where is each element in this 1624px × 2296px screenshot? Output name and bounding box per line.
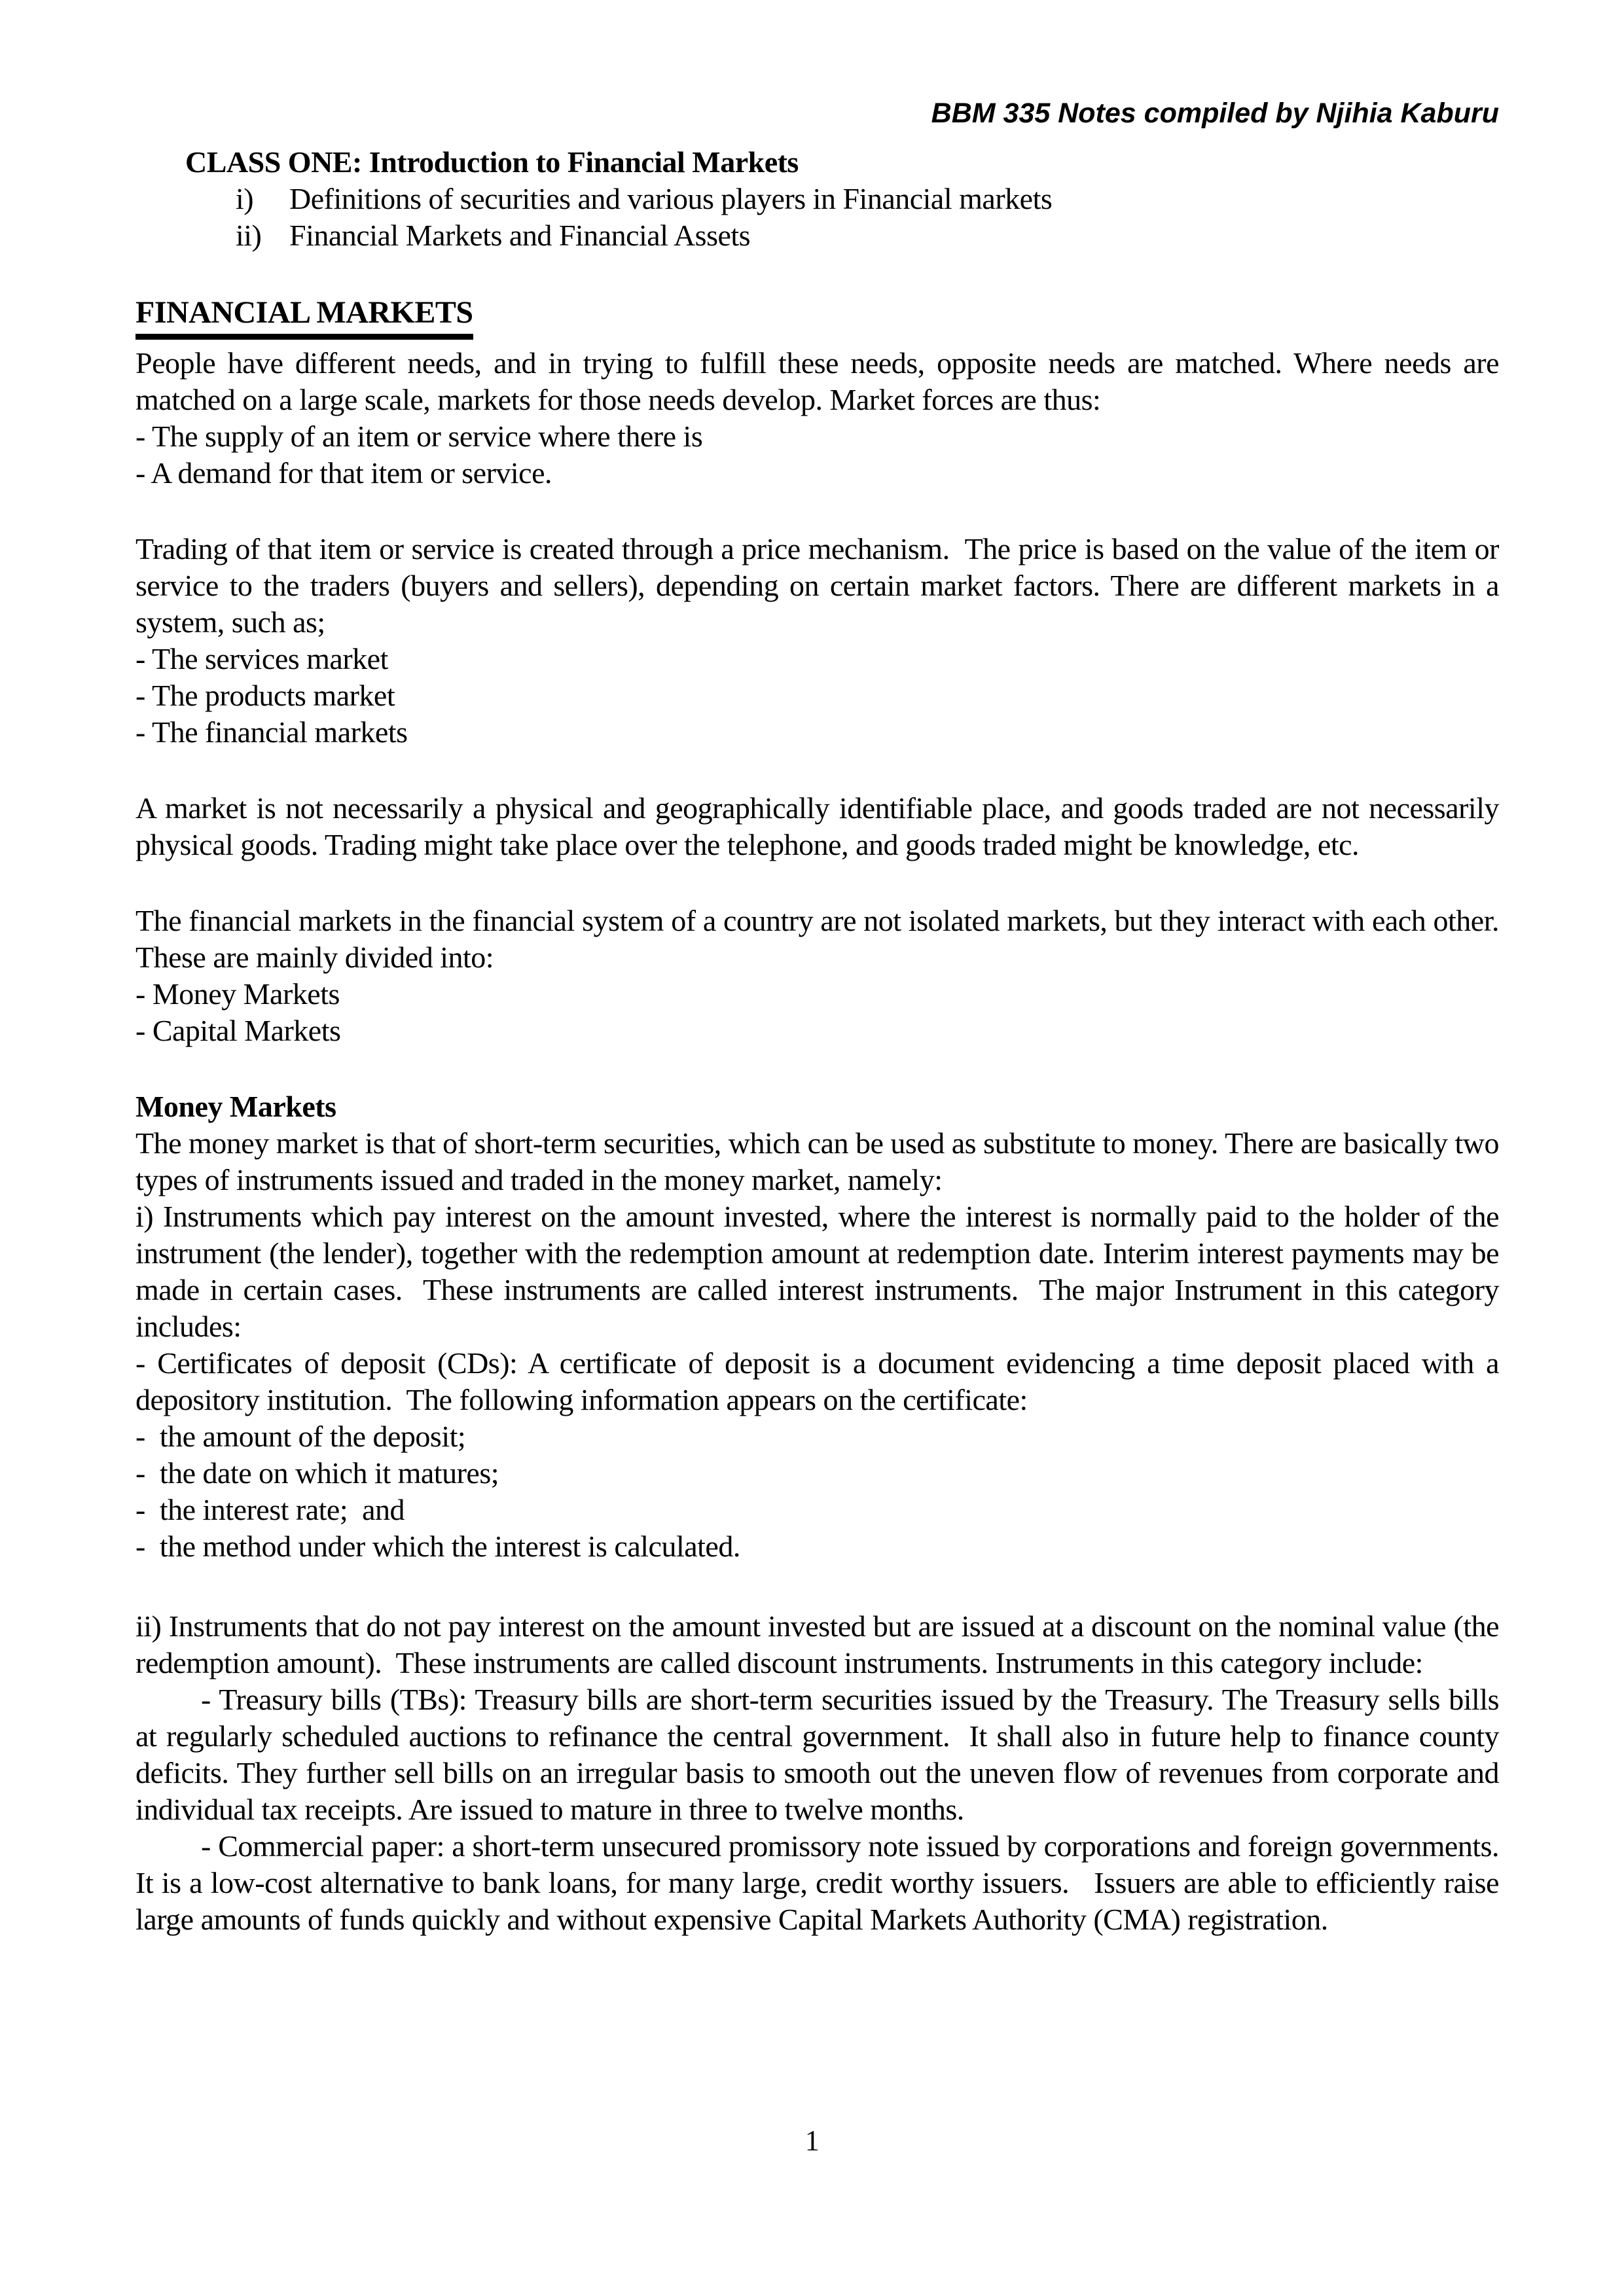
paragraph-discount-instruments: ii) Instruments that do not pay interest on the amount invested but are issued at a discount on the nominal value (the redemption amount). These instruments are called discount instruments. Instruments in this category include: (135, 1609, 1506, 1679)
class-title: CLASS ONE: Introduction to Financial Markets (185, 145, 799, 179)
agenda-item-2-text: Financial Markets and Financial Assets (289, 219, 751, 252)
page-number: 1 (804, 2125, 820, 2157)
spacer (135, 863, 1499, 903)
paragraph-certificates-of-deposit: - Certificates of deposit (CDs): A certificate of deposit is a document evidencing a time deposit placed with a depository institution. The following information appears on the certificate: (135, 1346, 1506, 1416)
bullet-cd-interest-rate: - the interest rate; and (135, 1493, 405, 1526)
section-heading-financial-markets-text: FINANCIAL MARKETS (135, 293, 473, 340)
bullet-cd-amount: - the amount of the deposit; (135, 1420, 466, 1453)
agenda-item-1 (236, 181, 1499, 217)
bullet-supply: - The supply of an item or service where there is (135, 420, 703, 453)
paragraph-commercial-paper: - Commercial paper: a short-term unsecured promissory note issued by corporations and foreign governments. It is a low-cost alternative to bank loans, for many large, credit worthy issuers. Issuers are able to efficiently raise large amounts of funds quickly and without expensive Capital Markets Authority (CMA) registration. (135, 1829, 1513, 1936)
spacer (135, 1565, 1499, 1608)
paragraph-market-nature: A market is not necessarily a physical and geographically identifiable place, and goods traded are not necessarily physical goods. Trading might take place over the telephone, and goods traded might be knowledge, etc. (135, 791, 1506, 861)
bullet-financial-markets: - The financial markets (135, 715, 408, 749)
paragraph-divisions: The financial markets in the financial system of a country are not isolated markets, but they interact with each other. These are mainly divided into: (135, 904, 1506, 974)
paragraph-money-market-intro: The money market is that of short-term securities, which can be used as substitute to money. There are basically two types of instruments issued and traded in the money market, namely: (135, 1126, 1506, 1196)
paragraph-market-forces-intro: People have different needs, and in trying to fulfill these needs, opposite needs are matched. Where needs are matched on a large scale, markets for those needs develop. Market forces are thus: (135, 346, 1506, 416)
bullet-capital-markets: - Capital Markets (135, 1014, 341, 1047)
agenda-item-1-text: Definitions of securities and various players in Financial markets (289, 182, 1053, 215)
spacer (135, 751, 1499, 790)
bullet-money-markets: - Money Markets (135, 977, 340, 1011)
agenda-item-1-marker: i) (236, 182, 254, 215)
bullet-products-market: - The products market (135, 679, 395, 712)
bullet-services-market: - The services market (135, 642, 388, 675)
agenda-item-2-marker: ii) (236, 219, 262, 252)
spacer (135, 254, 1499, 293)
paragraph-interest-instruments: i) Instruments which pay interest on the amount invested, where the interest is normally paid to the holder of the instrument (the lender), together with the redemption amount at redemption date. Interim interest payments may be made in certain cases. These instruments are called interest instruments. The major Instrument in this category includes: (135, 1200, 1506, 1343)
bullet-demand: - A demand for that item or service. (135, 456, 552, 490)
spacer (135, 492, 1499, 531)
bullet-cd-interest-method: - the method under which the interest is calculated. (135, 1530, 740, 1563)
paragraph-trading: Trading of that item or service is created through a price mechanism. The price is based on the value of the item or service to the traders (buyers and sellers), depending on certain market factors. There are different markets in a system, such as; (135, 532, 1506, 639)
paragraph-treasury-bills: - Treasury bills (TBs): Treasury bills are short-term securities issued by the Treasury. The Treasury sells bills at regularly scheduled auctions to refinance the central government. It shall also in future help to finance county deficits. They further sell bills on an irregular basis to smooth out the uneven flow of revenues from corporate and individual tax receipts. Are issued to mature in three to twelve months. (135, 1683, 1506, 1826)
page-header: BBM 335 Notes compiled by Njihia Kaburu (931, 98, 1499, 129)
spacer (135, 1049, 1499, 1088)
bullet-cd-maturity-date: - the date on which it matures; (135, 1456, 499, 1490)
agenda-item-2 (236, 217, 1499, 254)
section-heading-financial-markets (135, 293, 1499, 340)
heading-money-markets: Money Markets (135, 1090, 336, 1123)
